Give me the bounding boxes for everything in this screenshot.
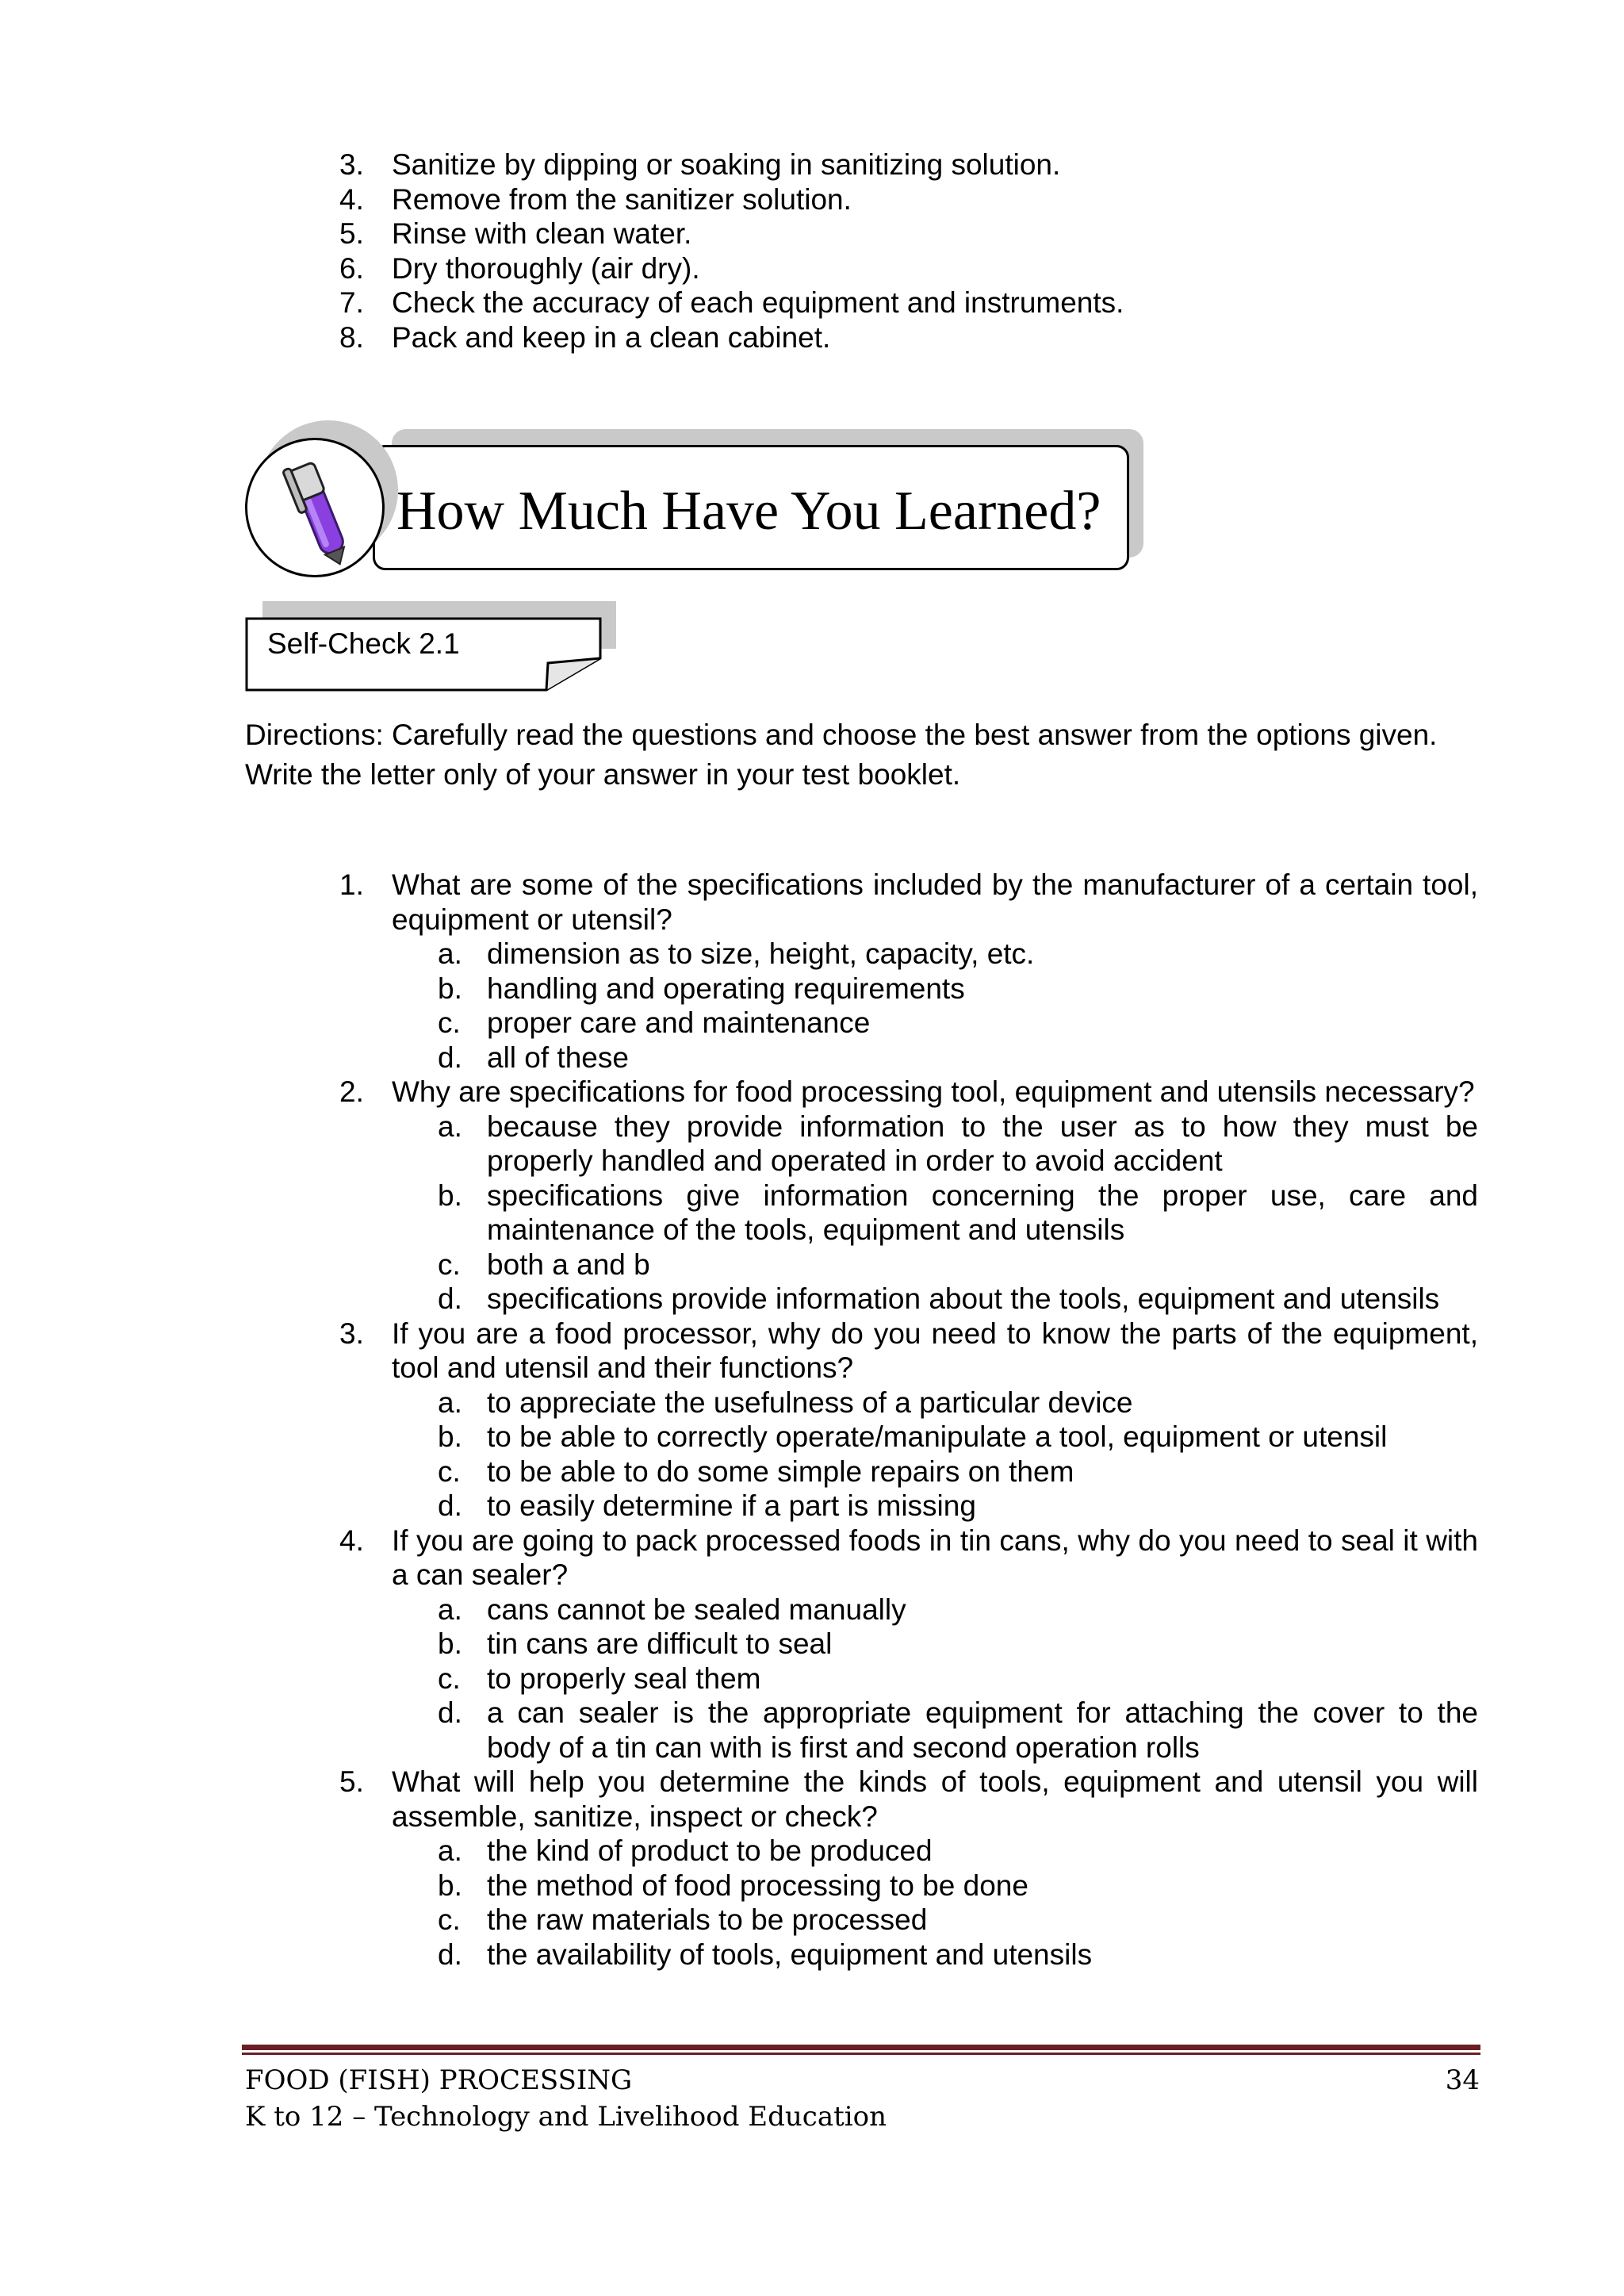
list-item: 3. Sanitize by dipping or soaking in sanitizing solution. <box>339 148 1061 181</box>
answer-option: c. to be able to do some simple repairs on them <box>438 1455 1074 1488</box>
self-check-label: Self-Check 2.1 <box>267 627 460 660</box>
question-item <box>339 1765 1478 1834</box>
question-text: What are some of the specifications included by the manufacturer of a certain tool, equipment or utensil? <box>392 868 1478 936</box>
answer-option: c. the raw materials to be processed <box>438 1903 928 1936</box>
answer-option: d. a can sealer is the appropriate equipment for attaching the cover to the body of a tin can with is first and second operation rolls <box>438 1696 1478 1764</box>
question-item <box>339 868 1478 937</box>
question-item <box>339 1075 1478 1110</box>
answer-option: a. because they provide information to the user as to how they must be properly handled and operated in order to avoid accident <box>438 1110 1478 1177</box>
question-item <box>339 1317 1478 1386</box>
answer-option: a. to appreciate the usefulness of a particular device <box>438 1386 1133 1419</box>
list-item: 5. Rinse with clean water. <box>339 217 692 250</box>
question-number: 4. <box>339 1524 364 1557</box>
section-title: How Much Have You Learned? <box>396 481 1101 542</box>
question-list <box>339 868 1478 1972</box>
pen-icon <box>247 440 387 580</box>
page-number: 34 <box>1445 2064 1480 2096</box>
list-item: 6. Dry thoroughly (air dry). <box>339 251 700 285</box>
question-number: 1. <box>339 868 364 901</box>
footer-divider-thin <box>242 2053 1480 2055</box>
answer-option: b. tin cans are difficult to seal <box>438 1627 833 1660</box>
question-text: What will help you determine the kinds of tools, equipment and utensil you will assemble, sanitize, inspect or check? <box>392 1765 1478 1833</box>
question-number: 3. <box>339 1317 364 1350</box>
answer-option: b. the method of food processing to be done <box>438 1869 1028 1902</box>
footer-subject: FOOD (FISH) PROCESSING <box>245 2064 633 2096</box>
question-number: 2. <box>339 1075 364 1108</box>
footer-divider <box>242 2045 1480 2050</box>
answer-option: b. specifications give information concerning the proper use, care and maintenance of the tools, equipment and utensils <box>438 1179 1478 1246</box>
answer-option: c. to properly seal them <box>438 1662 761 1695</box>
answer-option: d. to easily determine if a part is missing <box>438 1489 976 1522</box>
footer-text <box>245 2062 887 2135</box>
answer-option: b. to be able to correctly operate/manipulate a tool, equipment or utensil <box>438 1420 1388 1453</box>
answer-option: d. all of these <box>438 1041 629 1074</box>
answer-option: c. both a and b <box>438 1248 650 1281</box>
procedure-list <box>339 148 1489 355</box>
answer-option: a. cans cannot be sealed manually <box>438 1593 906 1626</box>
answer-option: c. proper care and maintenance <box>438 1006 871 1039</box>
question-number: 5. <box>339 1765 364 1798</box>
question-text: Why are specifications for food processing tool, equipment and utensils necessary? <box>392 1075 1475 1108</box>
list-item: 8. Pack and keep in a clean cabinet. <box>339 320 831 354</box>
question-text: If you are a food processor, why do you need to know the parts of the equipment, tool and utensil and their functions? <box>392 1317 1478 1384</box>
list-item: 4. Remove from the sanitizer solution. <box>339 182 852 216</box>
answer-option: a. the kind of product to be produced <box>438 1834 933 1867</box>
answer-option: d. the availability of tools, equipment and utensils <box>438 1938 1093 1971</box>
answer-option: d. specifications provide information about the tools, equipment and utensils <box>438 1282 1440 1315</box>
question-item <box>339 1524 1478 1593</box>
list-item: 7. Check the accuracy of each equipment and instruments. <box>339 286 1124 319</box>
answer-option: a. dimension as to size, height, capacity, etc. <box>438 937 1035 970</box>
directions-text: Directions: Carefully read the questions and choose the best answer from the options given. Write the letter only of your answer in your test booklet. <box>245 719 1438 791</box>
answer-option: b. handling and operating requirements <box>438 972 965 1005</box>
footer-curriculum: K to 12 – Technology and Livelihood Education <box>245 2101 887 2133</box>
question-text: If you are going to pack processed foods in tin cans, why do you need to seal it with a can sealer? <box>392 1524 1478 1591</box>
pen-icon-badge <box>245 438 385 577</box>
